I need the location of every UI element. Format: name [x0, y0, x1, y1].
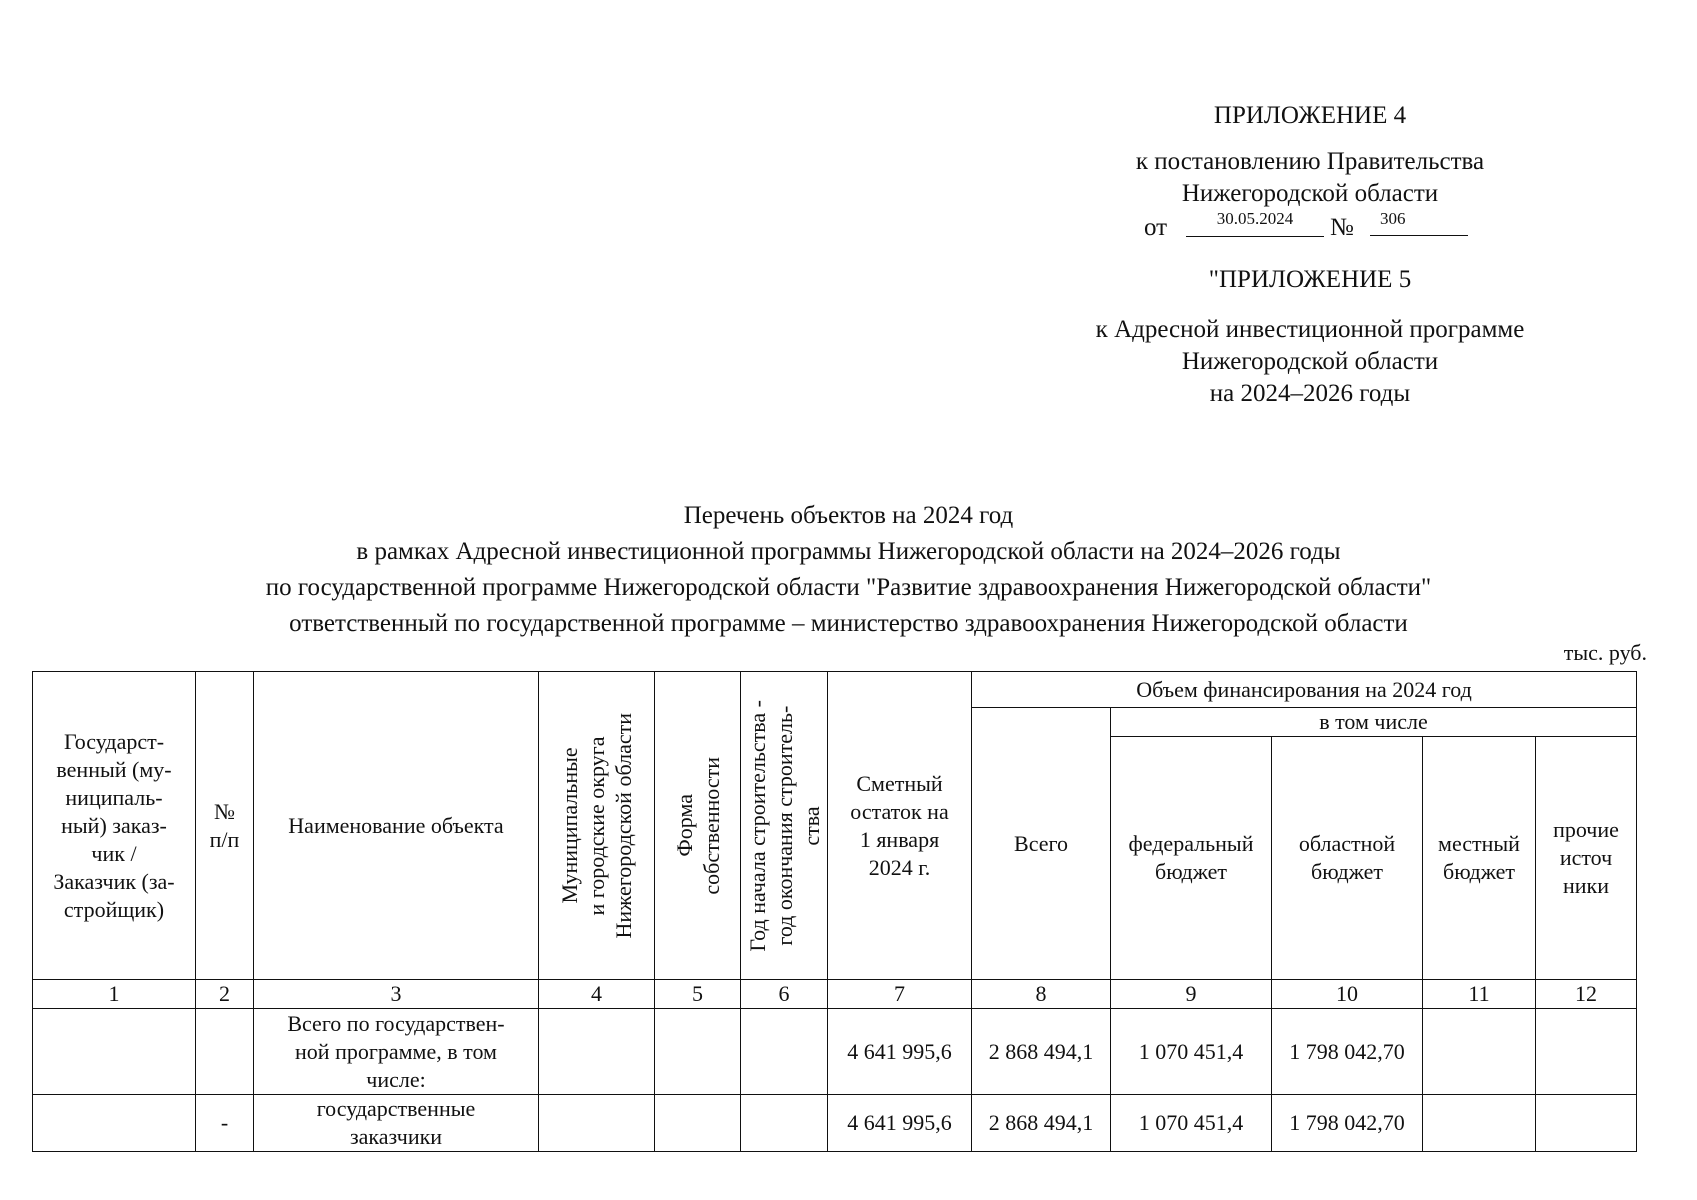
cell-estimate-remainder: 4 641 995,6	[828, 1095, 972, 1152]
appendix-header	[1040, 100, 1580, 410]
title-line4: ответственный по государственной программе – министерство здравоохранения Нижегородской области	[289, 610, 1408, 637]
cell-total: 2 868 494,1	[972, 1009, 1111, 1095]
cell-years	[741, 1095, 828, 1152]
decree-number: 306	[1370, 210, 1468, 236]
document-title	[0, 498, 1697, 642]
decree-date: 30.05.2024	[1186, 210, 1324, 237]
cell-object-name: государственные заказчики	[254, 1095, 539, 1152]
header-number: № п/п	[196, 672, 254, 980]
units-label: тыс. руб.	[1563, 640, 1647, 665]
column-number: 9	[1111, 980, 1272, 1009]
header-financing-volume: Объем финансирования на 2024 год	[972, 672, 1637, 708]
header-total: Всего	[972, 708, 1111, 980]
header-ownership	[655, 672, 741, 980]
program-reference-line2: Нижегородской области	[1181, 348, 1439, 375]
header-municipalities-text: Муниципальные и городские округа Нижегородской области	[557, 712, 636, 939]
objects-table	[32, 671, 1637, 1152]
column-number: 6	[741, 980, 828, 1009]
decree-date-number	[1040, 210, 1580, 242]
header-federal: федеральный бюджет	[1111, 737, 1272, 980]
header-regional: областной бюджет	[1272, 737, 1423, 980]
column-number: 2	[196, 980, 254, 1009]
column-number: 1	[33, 980, 196, 1009]
header-other: прочие источ ники	[1536, 737, 1637, 980]
header-local: местный бюджет	[1423, 737, 1536, 980]
cell-municipalities	[539, 1095, 655, 1152]
cell-federal: 1 070 451,4	[1111, 1009, 1272, 1095]
cell-number	[196, 1009, 254, 1095]
header-object-name: Наименование объекта	[254, 672, 539, 980]
header-including: в том числе	[1111, 708, 1637, 737]
cell-federal: 1 070 451,4	[1111, 1095, 1272, 1152]
column-numbers-row	[33, 980, 1637, 1009]
column-number: 10	[1272, 980, 1423, 1009]
program-reference-line3: на 2024–2026 годы	[1209, 380, 1411, 407]
cell-local	[1423, 1095, 1536, 1152]
column-number: 12	[1536, 980, 1637, 1009]
header-years	[741, 672, 828, 980]
appendix-title: ПРИЛОЖЕНИЕ 4	[1213, 102, 1407, 129]
column-number: 7	[828, 980, 972, 1009]
cell-customer	[33, 1009, 196, 1095]
column-number: 5	[655, 980, 741, 1009]
previous-appendix-title: "ПРИЛОЖЕНИЕ 5	[1208, 266, 1412, 293]
header-ownership-text: Форма собственности	[671, 756, 724, 895]
title-line2: в рамках Адресной инвестиционной программы Нижегородской области на 2024–2026 годы	[356, 538, 1341, 565]
program-reference-line1: к Адресной инвестиционной программе	[1095, 316, 1525, 343]
header-customer: Государст- венный (му- ниципаль- ный) заказ- чик / Заказчик (за- стройщик)	[33, 672, 196, 980]
cell-ownership	[655, 1009, 741, 1095]
column-number: 11	[1423, 980, 1536, 1009]
cell-other	[1536, 1095, 1637, 1152]
column-number: 4	[539, 980, 655, 1009]
cell-regional: 1 798 042,70	[1272, 1009, 1423, 1095]
column-number: 3	[254, 980, 539, 1009]
title-line3: по государственной программе Нижегородской области "Развитие здравоохранения Нижегородской области"	[265, 574, 1432, 601]
cell-years	[741, 1009, 828, 1095]
table-row	[33, 1009, 1637, 1095]
from-label: от	[1144, 214, 1168, 241]
title-line1: Перечень объектов на 2024 год	[683, 502, 1014, 529]
header-estimate-remainder: Сметный остаток на 1 января 2024 г.	[828, 672, 972, 980]
cell-municipalities	[539, 1009, 655, 1095]
header-municipalities	[539, 672, 655, 980]
cell-estimate-remainder: 4 641 995,6	[828, 1009, 972, 1095]
cell-other	[1536, 1009, 1637, 1095]
decree-reference-line2: Нижегородской области	[1181, 180, 1439, 207]
table-row	[33, 1095, 1637, 1152]
number-label: №	[1330, 214, 1354, 241]
cell-ownership	[655, 1095, 741, 1152]
header-years-text: Год начала строительства - год окончания строитель- ства	[744, 699, 824, 952]
decree-reference-line1: к постановлению Правительства	[1135, 148, 1485, 175]
cell-object-name: Всего по государствен- ной программе, в том числе:	[254, 1009, 539, 1095]
cell-number: -	[196, 1095, 254, 1152]
column-number: 8	[972, 980, 1111, 1009]
cell-customer	[33, 1095, 196, 1152]
cell-total: 2 868 494,1	[972, 1095, 1111, 1152]
cell-local	[1423, 1009, 1536, 1095]
cell-regional: 1 798 042,70	[1272, 1095, 1423, 1152]
